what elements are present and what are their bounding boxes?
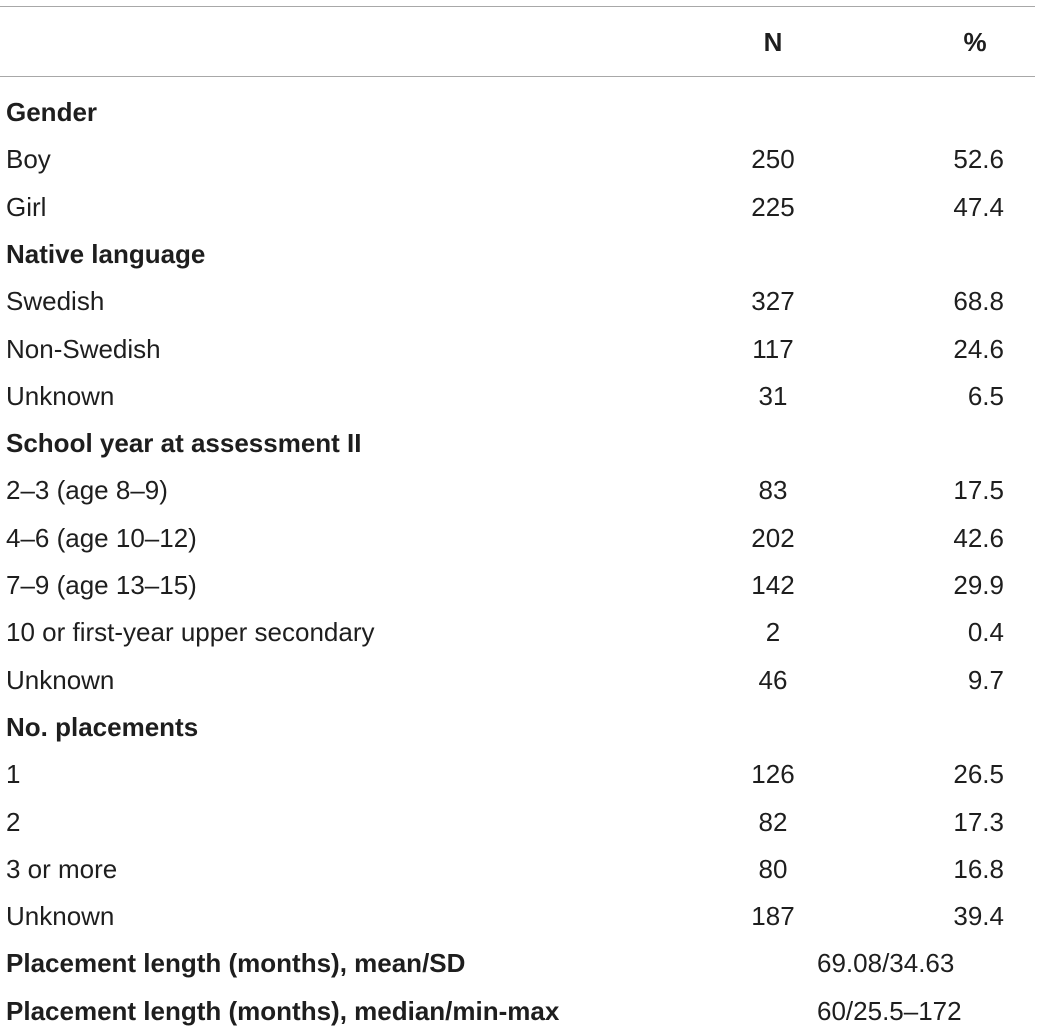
header-percent: % — [963, 27, 987, 57]
percent-cell: 42.6 — [953, 522, 1004, 553]
section-title: No. placements — [6, 711, 199, 742]
table-row — [0, 614, 1035, 650]
summary-row — [0, 945, 1035, 981]
percent-cell: 6.5 — [967, 380, 1004, 411]
n-cell: 250 — [751, 144, 795, 175]
table-row — [0, 520, 1035, 556]
table-row — [0, 283, 1035, 319]
n-cell: 327 — [751, 286, 795, 317]
row-label: 2–3 (age 8–9) — [6, 475, 168, 506]
percent-cell: 26.5 — [953, 759, 1004, 790]
table-row — [0, 567, 1035, 603]
row-label: Placement length (months), median/min-max — [6, 995, 560, 1026]
n-cell: 126 — [751, 759, 795, 790]
row-label: 7–9 (age 13–15) — [6, 570, 197, 600]
percent-cell: 9.7 — [967, 664, 1004, 695]
table-header-rule — [0, 76, 1035, 77]
n-cell: 83 — [758, 475, 788, 506]
summary-value: 60/25.5–172 — [817, 995, 962, 1026]
percent-cell: 24.6 — [953, 333, 1004, 364]
section-header-row — [0, 236, 1035, 272]
percent-cell: 16.8 — [953, 853, 1004, 884]
row-label: Girl — [6, 191, 47, 222]
percent-cell: 17.3 — [953, 806, 1004, 837]
n-cell: 117 — [752, 333, 794, 364]
row-label: 10 or first-year upper secondary — [6, 617, 375, 648]
section-header-row — [0, 425, 1035, 461]
row-label: Unknown — [6, 380, 115, 411]
table-header-row — [0, 24, 1035, 60]
n-cell: 46 — [758, 664, 788, 695]
section-title: Gender — [6, 97, 98, 127]
percent-cell: 29.9 — [953, 570, 1004, 600]
table-row — [0, 331, 1035, 367]
row-label: Unknown — [6, 901, 115, 932]
summary-value: 69.08/34.63 — [817, 948, 955, 979]
row-label: 1 — [6, 759, 21, 790]
percent-cell: 68.8 — [953, 286, 1004, 317]
table-top-rule — [0, 6, 1035, 7]
table-row — [0, 851, 1035, 887]
n-cell: 187 — [751, 901, 795, 932]
n-cell: 2 — [765, 617, 781, 648]
section-title: School year at assessment II — [6, 428, 362, 459]
section-header-row — [0, 709, 1035, 745]
n-cell: 82 — [758, 806, 788, 837]
table-row — [0, 141, 1035, 177]
row-label: 3 or more — [6, 853, 118, 884]
row-label: 4–6 (age 10–12) — [6, 522, 197, 553]
n-cell: 202 — [751, 522, 795, 553]
row-label: Non-Swedish — [6, 333, 161, 364]
row-label: Boy — [6, 144, 51, 175]
row-label: Placement length (months), mean/SD — [6, 948, 466, 979]
summary-row — [0, 993, 1035, 1029]
n-cell: 31 — [758, 380, 788, 411]
table-row — [0, 472, 1035, 508]
percent-cell: 52.6 — [953, 144, 1004, 175]
table-row — [0, 189, 1035, 225]
table-row — [0, 662, 1035, 698]
table-row — [0, 756, 1035, 792]
row-label: Swedish — [6, 286, 105, 317]
n-cell: 225 — [751, 191, 795, 222]
row-label: 2 — [6, 806, 21, 837]
n-cell: 142 — [751, 570, 795, 600]
header-n: N — [763, 27, 783, 57]
section-header-row — [0, 94, 1035, 130]
table-row — [0, 898, 1035, 934]
percent-cell: 0.4 — [967, 617, 1004, 648]
percent-cell: 17.5 — [953, 475, 1004, 506]
table-row — [0, 378, 1035, 414]
row-label: Unknown — [6, 664, 115, 695]
percent-cell: 39.4 — [953, 901, 1004, 932]
percent-cell: 47.4 — [953, 191, 1004, 222]
table-row — [0, 804, 1035, 840]
section-title: Native language — [6, 238, 206, 269]
n-cell: 80 — [758, 853, 788, 884]
